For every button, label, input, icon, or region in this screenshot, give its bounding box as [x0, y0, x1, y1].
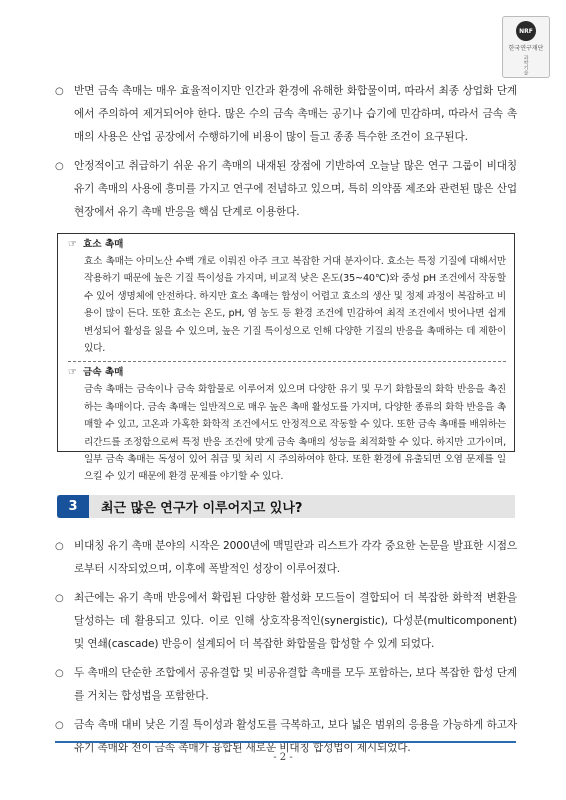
- logo-name: 한국연구재단: [508, 45, 544, 52]
- page-number: - 2 -: [273, 752, 293, 763]
- pointing-hand-icon: ☞: [68, 239, 77, 250]
- bullet-paragraph: ○ 최근에는 유기 촉매 반응에서 확립된 다양한 활성화 모드들이 결합되어 더 복잡한 화학적 변환을 달성하는 데 활용되고 있다. 이로 인해 상호작용적인(synergistic), 다성분(multicomponent) 및 연쇄(cascade) 반응이 설계되어 더 복잡한 화합물을 합성할 수 있게 되었다.: [55, 587, 517, 656]
- institution-logo: [502, 16, 550, 78]
- top-bullet-list: [55, 80, 517, 230]
- metal-heading: [68, 365, 506, 381]
- metal-description: 금속 촉매는 금속이나 금속 화합물로 이루어져 있으며 다양한 유기 및 무기 화합물의 화학 반응을 촉진하는 촉매이다. 금속 촉매는 일반적으로 매우 높은 촉매 활성도를 가지며, 다양한 종류의 화학 반응을 촉매할 수 있고, 고온과 가혹한 화학적 조건에서도 안정적으로 작동할 수 있다. 또한 금속 촉매를 배위하는 리간드를 조정함으로써 특정 반응 조건에 맞게 금속 촉매의 성능을 최적화할 수 있다. 하지만 고가이며, 일부 금속 촉매는 독성이 있어 취급 및 처리 시 주의하여야 한다. 또한 환경에 유출되면 오염 문제를 일으킬 수 있기 때문에 환경 문제를 야기할 수 있다.: [84, 384, 506, 483]
- enzyme-title: 효소 촉매: [82, 239, 124, 250]
- bullet-paragraph: ○ 비대칭 유기 촉매 분야의 시작은 2000년에 맥밀란과 리스트가 각각 중요한 논문을 발표한 시점으로부터 시작되었으며, 이후에 폭발적인 성장이 이루어졌다.: [55, 535, 517, 581]
- bullet-paragraph: ○ 반면 금속 촉매는 매우 효율적이지만 인간과 환경에 유해한 화합물이며, 따라서 최종 상업화 단계에서 주의하여 제거되어야 한다. 많은 수의 금속 촉매는 공기나 습기에 민감하며, 따라서 금속 촉매의 사용은 산업 공장에서 수행하기에 비용이 많이 들고 종종 특수한 조건이 요구된다.: [55, 80, 517, 149]
- footer-divider: [55, 741, 516, 743]
- metal-title: 금속 촉매: [82, 367, 124, 379]
- logo-mark: NRF: [516, 21, 536, 41]
- section-number: 3: [57, 495, 89, 518]
- info-divider: [68, 361, 506, 362]
- enzyme-description: 효소 촉매는 아미노산 수백 개로 이뤄진 아주 크고 복잡한 거대 분자이다. 효소는 특정 기질에 대해서만 작용하기 때문에 높은 기질 특이성을 가지며, 비교적 낮은 온도(35~40℃)와 중성 pH 조건에서 작동할 수 있어 생명체에 안전하다. 하지만 효소 촉매는 합성이 어렵고 효소의 생산 및 정제 과정이 복잡하고 비용이 많이 든다. 또한 효소는 온도, pH, 염 농도 등 환경 조건에 민감하여 최적 조건에서 벗어나면 쉽게 변성되어 활성을 잃을 수 있으며, 높은 기질 특이성으로 인해 다양한 기질의 반응을 촉매하는 데 제한이 있다.: [84, 256, 506, 355]
- bullet-paragraph: ○ 안정적이고 취급하기 쉬운 유기 촉매의 내재된 장점에 기반하여 오늘날 많은 연구 그룹이 비대칭 유기 촉매의 사용에 흥미를 가지고 연구에 전념하고 있으며, 특히 의약품 제조와 관련된 많은 산업 현장에서 유기 촉매 반응을 핵심 단계로 이용한다.: [55, 155, 517, 224]
- bullet-paragraph: ○ 금속 촉매 대비 낮은 기질 특이성과 활성도를 극복하고, 보다 넓은 범위의 응용을 가능하게 하고자 유기 촉매와 전이 금속 촉매가 융합된 새로운 비대칭 합성법이 제시되었다.: [55, 714, 517, 760]
- catalyst-info-box: [57, 233, 515, 483]
- section-header: [57, 495, 515, 518]
- bullet-paragraph: ○ 두 촉매의 단순한 조합에서 공유결합 및 비공유결합 촉매를 모두 포함하는, 보다 복잡한 합성 단계를 거치는 합성법을 포함한다.: [55, 662, 517, 708]
- logo-tag: 과학기술: [522, 55, 529, 75]
- pointing-hand-icon: ☞: [68, 367, 77, 379]
- section-title: 최근 많은 연구가 이루어지고 있나?: [101, 501, 303, 516]
- enzyme-heading: [68, 237, 506, 253]
- bottom-bullet-list: [55, 535, 517, 766]
